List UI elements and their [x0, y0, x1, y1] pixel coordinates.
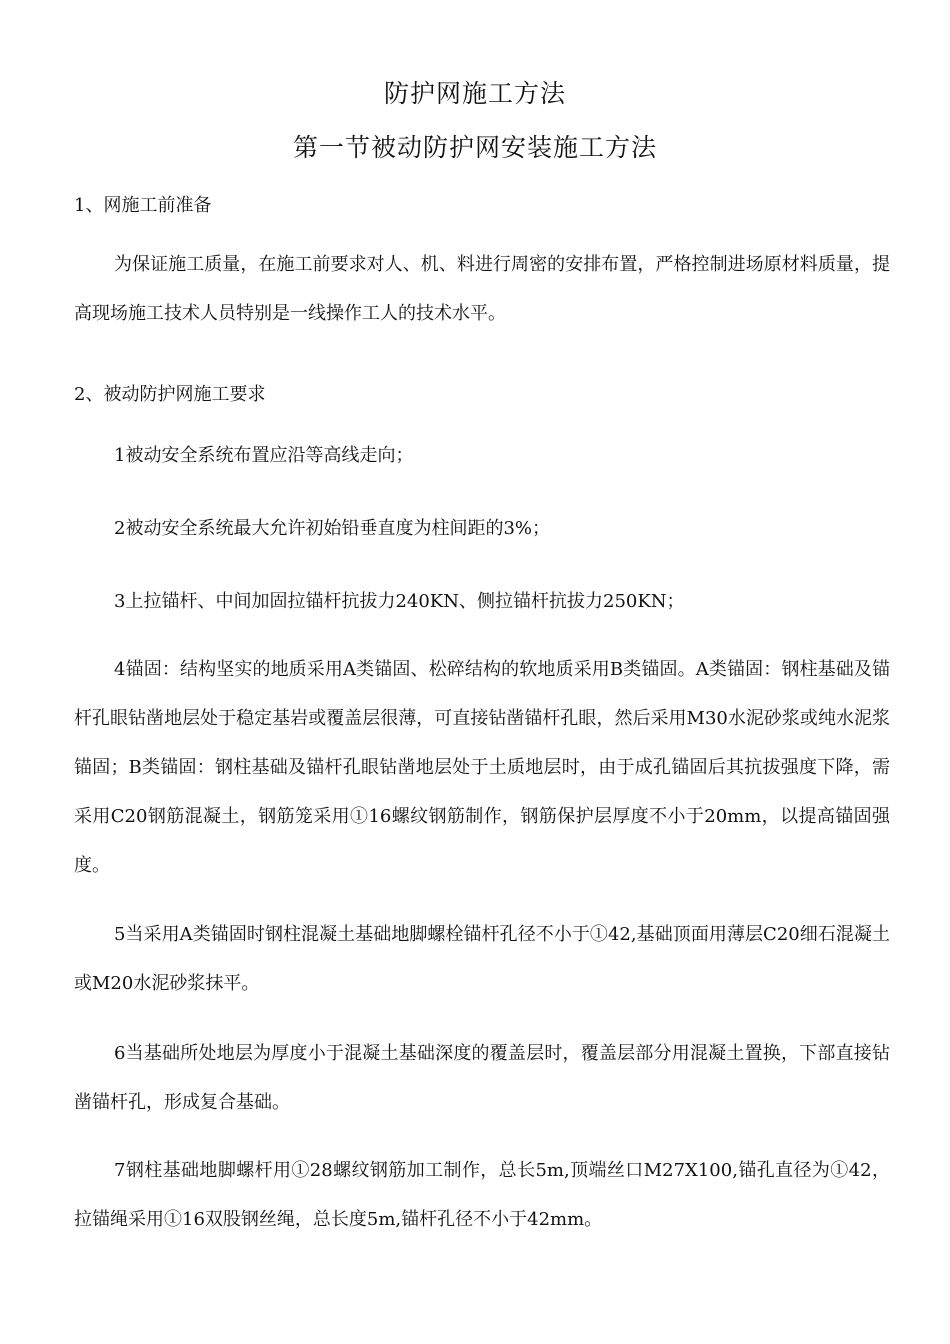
paragraph-item-4-anchoring: 4锚固：结构坚实的地质采用A类锚固、松碎结构的软地质采用B类锚固。A类锚固：钢柱基础及锚杆孔眼钻凿地层处于稳定基岩或覆盖层很薄，可直接钻凿锚杆孔眼，然后采用M30水泥砂浆或纯水泥浆锚固；B类锚固：钢柱基础及锚杆孔眼钻凿地层处于土质地层时，由于成孔锚固后其抗拔强度下降，需采用C20钢筋混凝土，钢筋笼采用①16螺纹钢筋制作，钢筋保护层厚度不小于20mm，以提高锚固强度。: [74, 659, 890, 876]
paragraph-item-1: 1被动安全系统布置应沿等高线走向；: [114, 445, 414, 466]
section-title: 第一节被动防护网安装施工方法: [292, 133, 657, 162]
paragraph-preparation: 为保证施工质量，在施工前要求对人、机、料进行周密的安排布置，严格控制进场原材料质量，提高现场施工技术人员特别是一线操作工人的技术水平。: [74, 254, 890, 324]
paragraph-item-5: 5当采用A类锚固时钢柱混凝土基础地脚螺栓锚杆孔径不小于①42,基础顶面用薄层C20细石混凝土或M20水泥砂浆抹平。: [74, 924, 890, 994]
paragraph-item-7: 7钢柱基础地脚螺杆用①28螺纹钢筋加工制作，总长5m,顶端丝口M27X100,锚孔直径为①42，拉锚绳采用①16双股钢丝绳，总长度5m,锚杆孔径不小于42mm。: [74, 1160, 890, 1230]
paragraph-item-6: 6当基础所处地层为厚度小于混凝土基础深度的覆盖层时，覆盖层部分用混凝土置换，下部直接钻凿锚杆孔，形成复合基础。: [74, 1043, 890, 1113]
document-title: 防护网施工方法: [383, 79, 566, 108]
section-heading-1: 1、网施工前准备: [74, 195, 212, 216]
section-heading-2: 2、被动防护网施工要求: [74, 384, 266, 405]
paragraph-item-3: 3上拉锚杆、中间加固拉锚杆抗拔力240KN、侧拉锚杆抗拔力250KN；: [114, 591, 685, 612]
paragraph-item-2: 2被动安全系统最大允许初始铅垂直度为柱间距的3%；: [114, 518, 551, 539]
